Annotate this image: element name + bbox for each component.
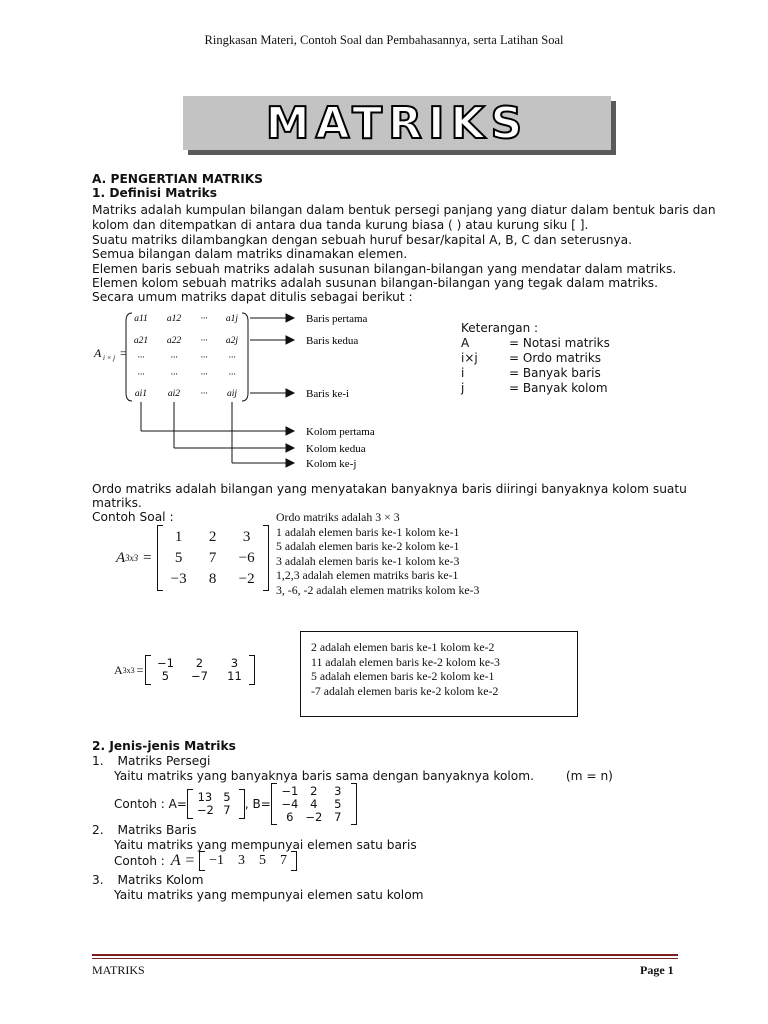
col-label: Kolom pertama <box>306 426 375 438</box>
row-label: Baris pertama <box>306 313 368 325</box>
matrix-cell: 3 <box>334 783 342 798</box>
matrix-cell: aij <box>226 389 238 399</box>
keterangan-desc: = Notasi matriks <box>509 336 610 350</box>
matrix-cell: 5 <box>259 853 267 868</box>
matrix-cell: ··· <box>137 353 145 363</box>
note-line: 5 adalah elemen baris ke-2 kolom ke-1 <box>276 539 460 553</box>
matrix-cell: 2 <box>208 528 217 545</box>
item1-example: Contoh : A= 13 5 −2 7 , B= −1 2 3 −4 4 5 6 −2 7 <box>114 783 357 825</box>
general-matrix-diagram <box>90 305 400 475</box>
keterangan-desc: = Ordo matriks <box>509 351 602 365</box>
page-number: Page 1 <box>640 963 674 977</box>
left-paren <box>126 313 132 401</box>
keterangan-desc: = Banyak baris <box>509 366 601 380</box>
paragraph-line: Elemen kolom sebuah matriks adalah susunan bilangan-bilangan yang tegak dalam matriks. <box>92 276 659 290</box>
page-title: MATRIKS <box>265 98 529 149</box>
subsection-1-heading: 1. Definisi Matriks <box>92 186 218 200</box>
matrix-cell: a2j <box>225 336 239 346</box>
paragraph-line: Suatu matriks dilambangkan dengan sebuah huruf besar/kapital A, B, C dan seterusnya. <box>92 233 632 247</box>
keterangan <box>461 321 610 396</box>
matrix-cell: 7 <box>223 803 231 817</box>
matrix-label: A <box>94 346 102 360</box>
matrix-cell: ··· <box>200 314 208 324</box>
matrix-cell: ··· <box>170 353 178 363</box>
paragraph-line: Secara umum matriks dapat ditulis sebagai berikut : <box>92 290 413 304</box>
note-line: 1,2,3 adalah elemen matriks baris ke-1 <box>276 568 459 582</box>
matrix-cell: 5 <box>161 669 170 683</box>
matrix-cell: ··· <box>200 336 208 346</box>
row-label: Baris kedua <box>306 335 359 347</box>
footer-title: MATRIKS <box>92 963 145 977</box>
example1-notes <box>276 510 479 597</box>
note-line: 1 adalah elemen baris ke-1 kolom ke-1 <box>276 524 460 539</box>
ordo-line: Ordo matriks adalah bilangan yang menyatakan banyaknya baris diiringi banyaknya kolom suatu <box>92 482 687 496</box>
matrix-cell: 3 <box>238 853 246 868</box>
svg-text:=: = <box>120 346 127 360</box>
keterangan-desc: = Banyak kolom <box>509 381 608 395</box>
matrix-cell: ··· <box>137 370 145 380</box>
item2-example: Contoh : A = −1 3 5 7 <box>114 851 297 871</box>
matrix-cell: a1j <box>225 314 239 324</box>
footer-rule <box>92 954 678 956</box>
matrix-cell: −4 <box>281 796 299 811</box>
matrix-cell: 2 <box>195 656 204 670</box>
matrix-cell: ··· <box>200 370 208 380</box>
matrix-cell: 7 <box>280 853 288 868</box>
note-line: 2 adalah elemen baris ke-1 kolom ke-2 <box>311 640 495 654</box>
keterangan-title: Keterangan : <box>461 321 539 335</box>
matrix-cell: 7 <box>334 809 342 824</box>
note-line: 3, -6, -2 adalah elemen matriks kolom ke-3 <box>276 582 480 597</box>
matrix-cell: ··· <box>200 389 208 399</box>
matrix-cell: −1 <box>209 853 225 868</box>
keterangan-row <box>461 381 610 396</box>
keterangan-row <box>461 366 610 381</box>
matrix-cell: 5 <box>174 549 183 566</box>
keterangan-symbol: i×j <box>461 351 478 365</box>
example1-matrix: A 3x3 = 1 2 3 5 7 −6 −3 8 −2 <box>116 525 269 591</box>
matrix-cell: −2 <box>305 809 323 824</box>
matrix-cell: 13 <box>197 790 213 804</box>
row-label: Baris ke-i <box>306 388 350 400</box>
keterangan-symbol: i <box>461 366 465 380</box>
matrix-cell: −2 <box>196 803 214 817</box>
item2-desc: Yaitu matriks yang mempunyai elemen satu baris <box>114 838 417 852</box>
col-label: Kolom kedua <box>306 443 366 455</box>
example2-notes-box <box>300 631 578 717</box>
section-2-heading: 2. Jenis-jenis Matriks <box>92 739 236 753</box>
footer-rule <box>92 958 678 959</box>
matrix-cell: −1 <box>281 783 299 798</box>
right-paren <box>242 313 248 401</box>
matrix-cell: 5 <box>223 790 231 804</box>
paragraph-line: Semua bilangan dalam matriks dinamakan elemen. <box>92 247 408 261</box>
matrix-cell: −3 <box>170 570 187 587</box>
matrix-cell: 8 <box>208 570 217 587</box>
matrix-cell: ··· <box>228 353 236 363</box>
keterangan-row <box>461 351 610 366</box>
ordo-line: matriks. <box>92 496 142 510</box>
matrix-cell: 6 <box>286 809 294 824</box>
matrix-label-sub: i × j <box>103 354 116 362</box>
section-a-heading: A. PENGERTIAN MATRIKS <box>92 172 263 186</box>
matrix-cell: ··· <box>228 370 236 380</box>
list-item: 3. Matriks Kolom <box>92 873 204 887</box>
matrix-cell: −2 <box>238 570 255 587</box>
keterangan-symbol: A <box>461 336 470 350</box>
note-line: Ordo matriks adalah 3 × 3 <box>276 510 400 524</box>
keterangan-row <box>461 336 610 351</box>
col-label: Kolom ke-j <box>306 458 357 470</box>
matrix-cell: −6 <box>238 549 255 566</box>
matrix-cell: a12 <box>166 314 182 324</box>
matrix-cell: a21 <box>133 336 149 346</box>
matrix-cell: ··· <box>170 370 178 380</box>
matrix-cell: −1 <box>156 656 174 670</box>
list-item: 1. Matriks Persegi <box>92 754 211 768</box>
example2-matrix: A 3x3 = −1 2 3 5 −7 11 <box>114 655 255 685</box>
paragraph-line: Matriks adalah kumpulan bilangan dalam bentuk persegi panjang yang diatur dalam bentuk baris dan <box>92 203 716 217</box>
note-line: 5 adalah elemen baris ke-2 kolom ke-1 <box>311 669 495 683</box>
matrix-cell: ··· <box>200 353 208 363</box>
note-line: 11 adalah elemen baris ke-2 kolom ke-3 <box>311 654 500 669</box>
item3-desc: Yaitu matriks yang mempunyai elemen satu kolom <box>114 888 424 902</box>
matrix-cell: ai2 <box>167 389 181 399</box>
keterangan-symbol: j <box>461 381 465 395</box>
matrix-cell: a11 <box>134 314 148 324</box>
matrix-cell: 4 <box>310 796 318 811</box>
title-banner <box>183 96 611 150</box>
matrix-cell: 3 <box>230 656 239 670</box>
matrix-cell: 2 <box>310 783 318 798</box>
matrix-cell: 3 <box>242 528 251 545</box>
contoh-soal-label: Contoh Soal : <box>92 510 174 524</box>
paragraph-line: Elemen baris sebuah matriks adalah susunan bilangan-bilangan yang mendatar dalam matriks. <box>92 262 677 276</box>
matrix-cell: 1 <box>174 528 183 545</box>
matrix-cell: 5 <box>334 796 342 811</box>
matrix-cell: −7 <box>190 669 208 683</box>
note-line: -7 adalah elemen baris ke-2 kolom ke-2 <box>311 683 499 698</box>
note-line: 3 adalah elemen baris ke-1 kolom ke-3 <box>276 553 460 568</box>
paragraph-line: kolom dan ditempatkan di antara dua tanda kurung biasa ( ) atau kurung siku [ ]. <box>92 218 589 232</box>
list-item: 2. Matriks Baris <box>92 823 197 837</box>
matrix-cell: ai1 <box>134 389 148 399</box>
matrix-cell: 11 <box>227 669 242 683</box>
matrix-cell: 7 <box>208 549 217 566</box>
matrix-cell: a22 <box>166 336 182 346</box>
item1-desc: Yaitu matriks yang banyaknya baris sama dengan banyaknya kolom. (m = n) <box>114 769 613 783</box>
running-header: Ringkasan Materi, Contoh Soal dan Pembahasannya, serta Latihan Soal <box>204 33 564 47</box>
